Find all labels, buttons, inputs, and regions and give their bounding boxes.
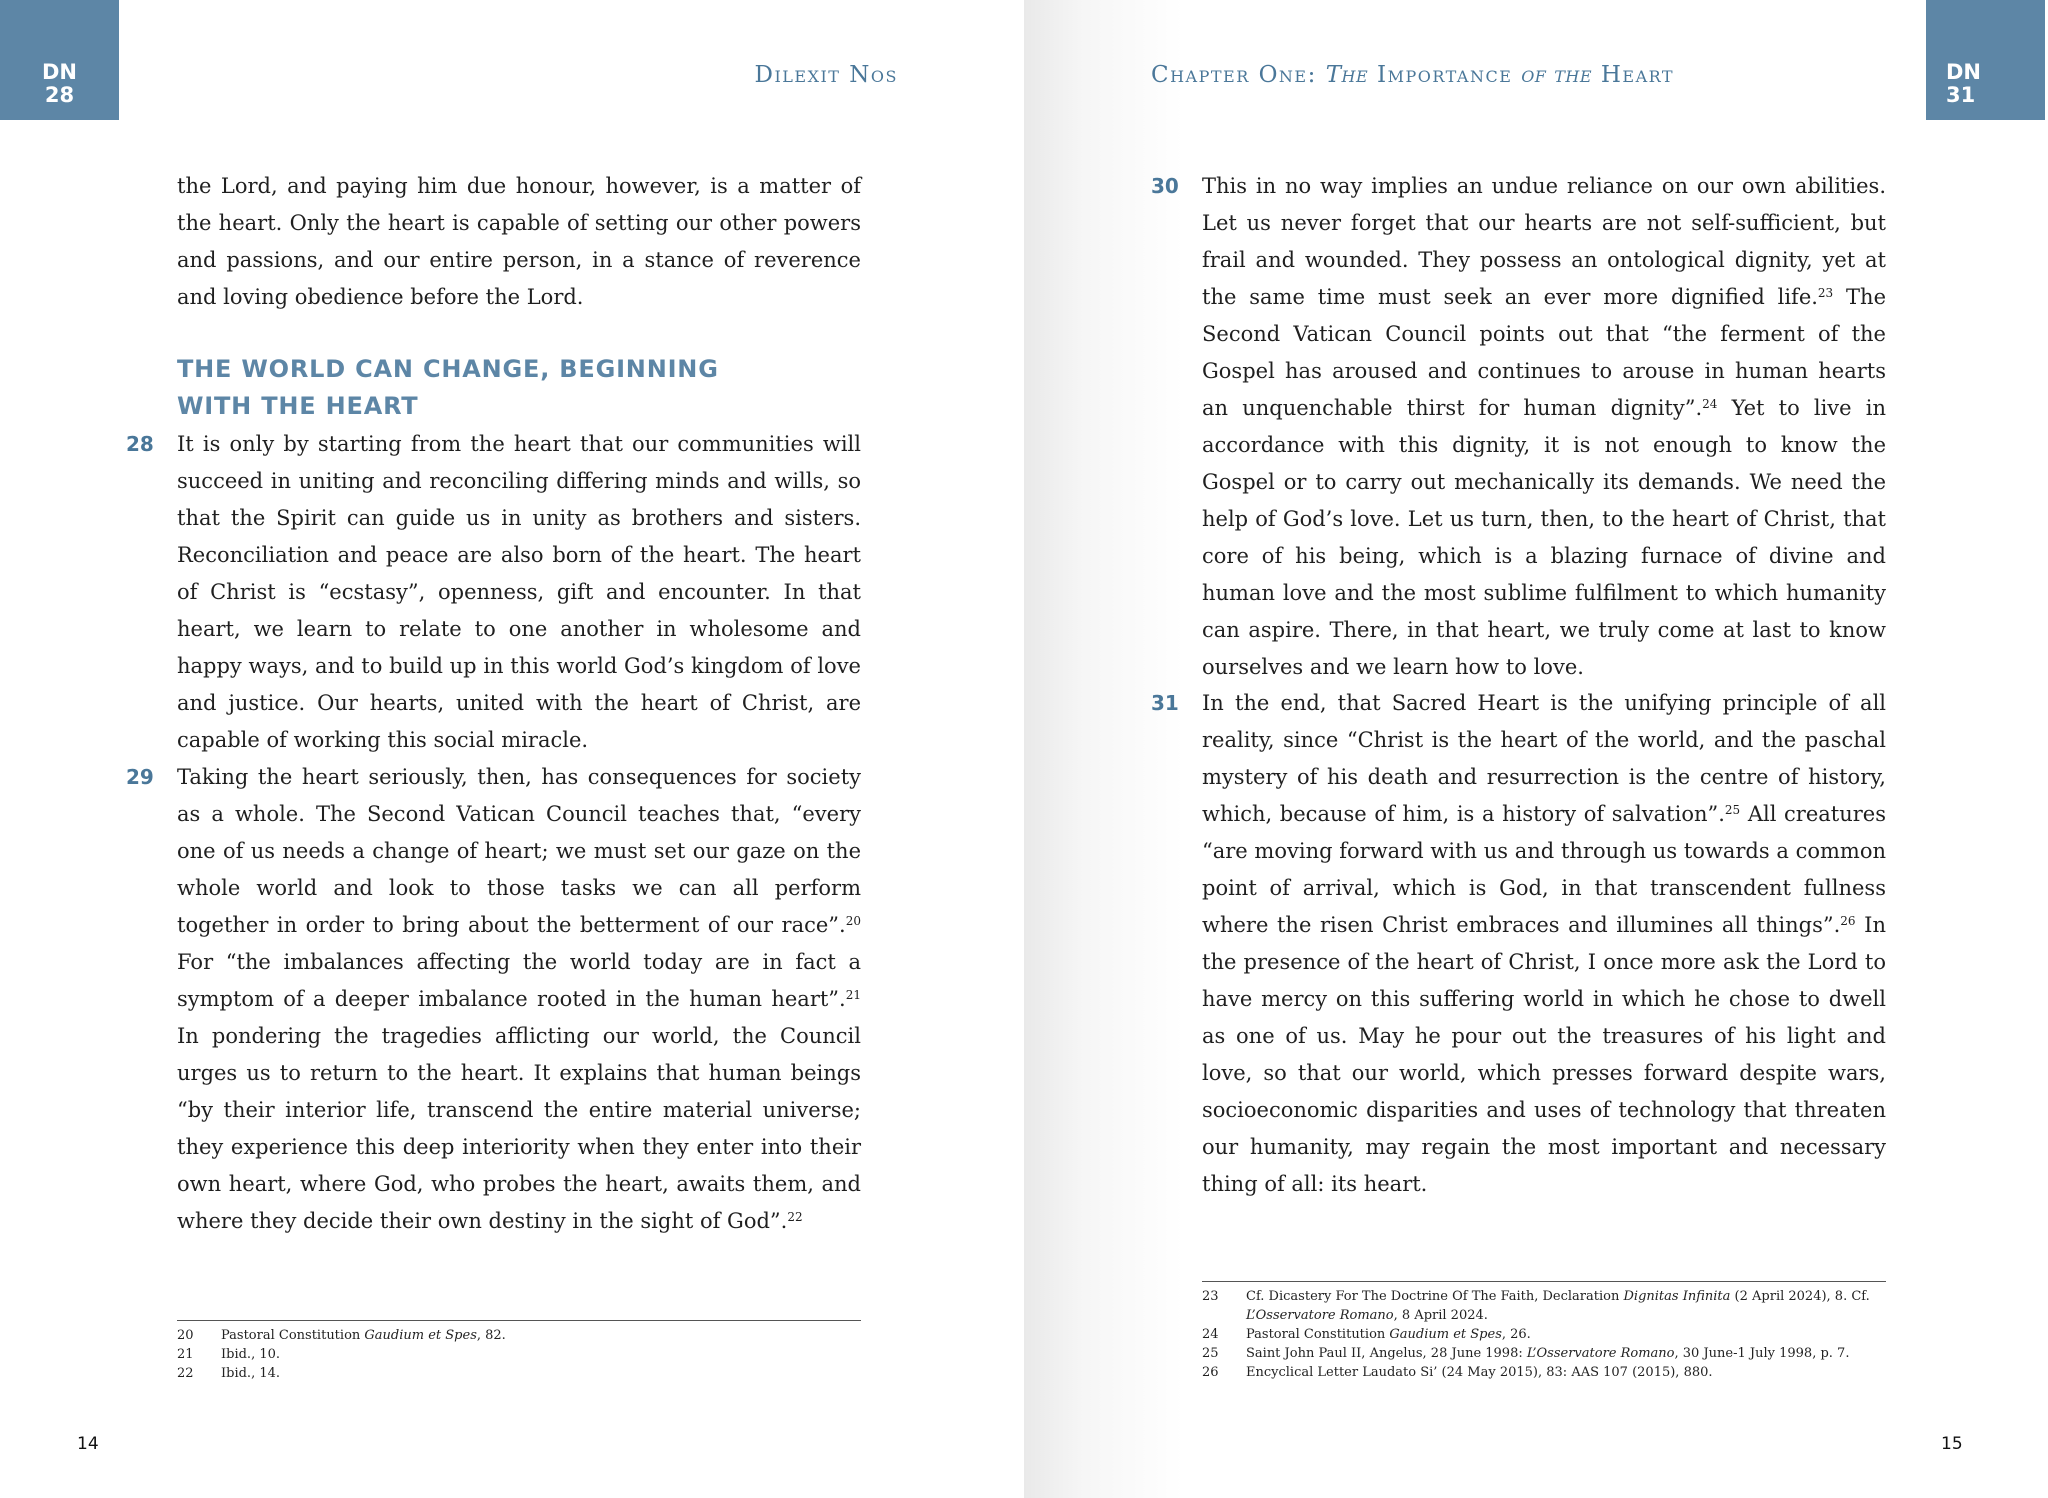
page-number: 14 [77, 1434, 99, 1454]
running-head [755, 62, 898, 88]
footnote: 24 Pastoral Constitution Gaudium et Spes, 26. [1202, 1327, 1531, 1342]
dn-section-tab [1926, 0, 2045, 120]
dn-tab-label: DN [1946, 60, 1982, 84]
footnote: 26 Encyclical Letter Laudato Si’ (24 May 2015), 83: AAS 107 (2015), 880. [1202, 1365, 1713, 1380]
footnote: 22 Ibid., 14. [177, 1366, 281, 1381]
footnote-ref[interactable]: 26 [1840, 914, 1856, 928]
footnote-ref[interactable]: 24 [1702, 397, 1718, 411]
paragraph-text: Taking the heart seriously, then, has consequences for society as a whole. The Second Vatican Council teaches that, “every one of us needs a change of heart; we must set our gaze on the whole world and look to those tasks we can all perform together in order to bring about the betterment of our race”.$^{20}$ For “the imbalances affecting the world today are in fact a symptom of a deeper imbalance rooted in the human heart”.$^{21}$ In pondering the tragedies afflicting our world, the Council urges us to return to the heart. It explains that human beings “by their interior life, transcend the entire material universe; they experience this deep interiority when they enter into their own heart, where God, who probes the heart, awaits them, and where they decide their own destiny in the sight of God”.$^{22}$ [177, 765, 861, 1233]
footnote: 25 Saint John Paul II, Angelus, 28 June 1998: L’Osservatore Romano, 30 June-1 July 1998, p. 7. [1202, 1346, 1850, 1361]
paragraph-number: 29 [126, 765, 154, 789]
paragraph-number: 30 [1151, 174, 1179, 198]
footnote-ref[interactable]: 23 [1817, 286, 1834, 300]
page-number: 15 [1941, 1434, 1963, 1454]
paragraph-31 [1151, 685, 1887, 1203]
footnotes [1202, 1287, 1886, 1382]
footnote-ref[interactable]: 25 [1724, 803, 1741, 817]
left-body-text [177, 168, 861, 316]
chapter-label: Chapter One: [1151, 62, 1326, 88]
book-title: Dilexit Nos [754, 62, 898, 88]
dn-tab-number: 28 [44, 83, 75, 107]
paragraph-30 [1151, 168, 1886, 686]
paragraph-29 [126, 759, 861, 1240]
section [177, 351, 861, 425]
paragraph-number: 31 [1151, 691, 1179, 715]
footnote-ref[interactable]: 22 [787, 1210, 803, 1224]
footnotes [177, 1326, 861, 1383]
continuation-paragraph: the Lord, and paying him due honour, however, is a matter of the heart. Only the heart is capable of setting our other powers and passions, and our entire person, in a stance of reverence and loving obedience before the Lord. [177, 174, 861, 309]
footnote-divider [1202, 1281, 1886, 1282]
dn-tab-number: 31 [1946, 83, 1976, 107]
section-heading: THE WORLD CAN CHANGE, BEGINNING WITH THE HEART [177, 355, 719, 420]
paragraph-number: 28 [126, 432, 154, 456]
paragraph-text: It is only by starting from the heart that our communities will succeed in uniting and reconciling differing minds and wills, so that the Spirit can guide us in unity as brothers and sisters. Reconciliation and peace are also born of the heart. The heart of Christ is “ecstasy”, openness, gift and encounter. In that heart, we learn to relate to one another in wholesome and happy ways, and to build up in this world God’s kingdom of love and justice. Our hearts, united with the heart of Christ, are capable of working this social miracle. [177, 432, 861, 752]
footnote-ref[interactable]: 20 [845, 914, 861, 928]
footnote-divider [177, 1320, 861, 1321]
dn-section-tab [0, 0, 119, 120]
footnote-ref[interactable]: 21 [845, 988, 861, 1002]
footnote: 23 Cf. Dicastery For The Doctrine Of The Faith, Declaration Dignitas Infinita (2 April 2024), 8. Cf. L’Osservatore Romano, 8 April 2024. [1202, 1289, 1870, 1323]
dn-tab-label: DN [41, 60, 77, 84]
footnote: 21 Ibid., 10. [177, 1347, 281, 1362]
paragraph-text: In the end, that Sacred Heart is the unifying principle of all reality, since “Christ is the heart of the world, and the paschal mystery of his death and resurrection is the centre of history, which, because of him, is a history of salvation”.$^{25}$ All creatures “are moving forward with us and through us towards a common point of arrival, which is God, in that transcendent fullness where the risen Christ embraces and illumines all things”.$^{26}$ In the presence of the heart of Christ, I once more ask the Lord to have mercy on this suffering world in which he chose to dwell as one of us. May he pour out the treasures of his light and love, so that our world, which presses forward despite wars, socioeconomic disparities and uses of technology that threaten our humanity, may regain the most important and necessary thing of all: its heart. [1202, 691, 1887, 1196]
running-head: Chapter One: The Importance of the Heart [1151, 62, 1675, 88]
footnote: 20 Pastoral Constitution Gaudium et Spes, 82. [177, 1328, 506, 1343]
right-page [1024, 0, 2048, 1498]
paragraph-text: This in no way implies an undue reliance on our own abilities. Let us never forget that our hearts are not self-sufficient, but frail and wounded. They possess an ontological dignity, yet at the same time must seek an ever more dignified life.$^{23}$ The Second Vatican Council points out that “the ferment of the Gospel has aroused and continues to arouse in human hearts an unquenchable thirst for human dignity”.$^{24}$ Yet to live in accordance with this dignity, it is not enough to know the Gospel or to carry out mechanically its demands. We need the help of God’s love. Let us turn, then, to the heart of Christ, that core of his being, which is a blazing furnace of divine and human love and the most sublime fulfilment to which humanity can aspire. There, in that heart, we truly come at last to know ourselves and we learn how to love. [1202, 174, 1886, 679]
paragraph-28 [126, 426, 861, 759]
